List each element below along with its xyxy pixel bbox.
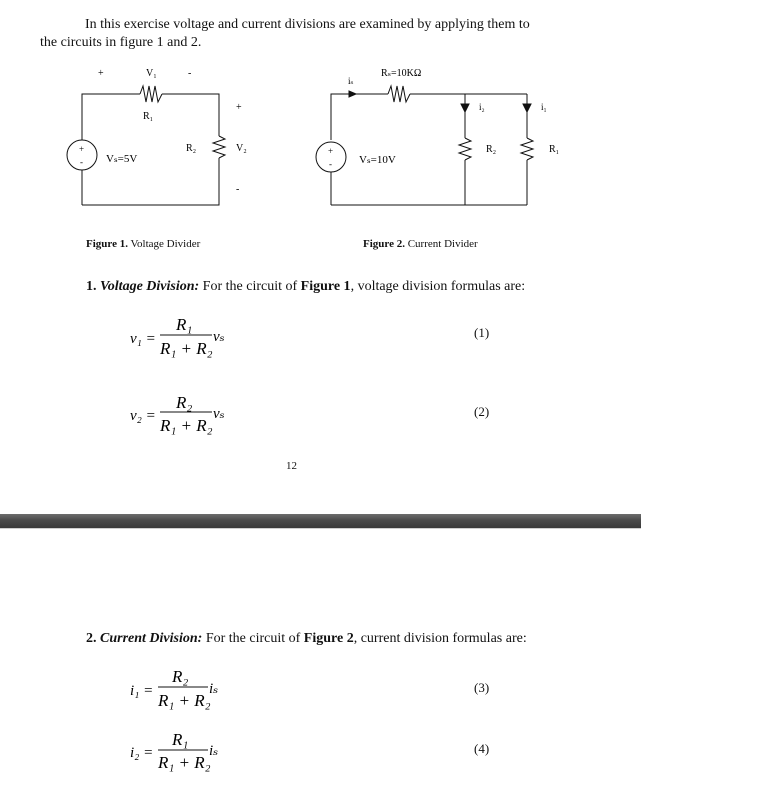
figure-1-caption-text: Voltage Divider <box>130 238 201 250</box>
eq4-lhs: i₂ = <box>130 745 154 761</box>
eq2-denominator: R₁ + R₂ <box>160 416 213 435</box>
section-2-title: Current Division: <box>100 631 203 646</box>
fig1-source-plus: + <box>79 144 85 154</box>
section-2-text-a: For the circuit of <box>205 631 301 646</box>
fig1-source-minus: - <box>80 157 83 167</box>
fig1-r2-label: R₂ <box>186 143 197 154</box>
eq3-denominator: R₁ + R₂ <box>158 691 211 710</box>
fig2-source-label: Vₛ=10V <box>359 154 396 166</box>
eq2-number: (2) <box>474 404 490 419</box>
fig1-r1-label: R₁ <box>143 111 154 122</box>
section-1-text-b: , voltage division formulas are: <box>350 279 526 294</box>
fig1-source-label: Vₛ=5V <box>106 153 138 165</box>
fig1-plus-top: + <box>98 68 104 79</box>
eq4-numerator: R₁ <box>172 730 189 749</box>
intro-line-1: In this exercise voltage and current divisions are examined by applying them to <box>85 17 530 32</box>
section-1-number: 1. <box>86 279 97 294</box>
fig2-i2-label: i₂ <box>479 102 485 112</box>
page-number: 12 <box>286 460 297 472</box>
figure-1-caption <box>86 238 200 250</box>
eq3-lhs: i₁ = <box>130 683 154 699</box>
eq2-lhs: v₂ = <box>130 408 156 424</box>
fig2-is-arrow-icon <box>349 91 356 97</box>
fig2-i2-arrow-icon <box>461 104 469 112</box>
section-2-number: 2. <box>86 631 97 646</box>
fig2-r2-label: R₂ <box>486 144 497 155</box>
eq3-tail: iₛ <box>209 681 219 697</box>
section-2-figure-ref: Figure 2 <box>303 631 354 646</box>
section-1-heading <box>86 279 525 295</box>
section-2-heading <box>86 631 527 647</box>
figure-2-caption-label: Figure 2. <box>363 238 405 250</box>
eq1-denominator: R₁ + R₂ <box>160 339 213 358</box>
fig2-source-plus: + <box>328 146 334 156</box>
eq1-numerator: R₁ <box>176 315 193 334</box>
figure-2-caption <box>363 238 478 250</box>
fig2-is-label: iₛ <box>348 76 354 86</box>
fig1-minus-right: - <box>236 184 240 195</box>
fig2-r1-label: R₁ <box>549 144 560 155</box>
fig2-i1-label: i₁ <box>541 102 547 112</box>
fig2-source-minus: - <box>329 159 332 169</box>
fig2-rs-label: Rₛ=10KΩ <box>381 68 422 79</box>
eq3-numerator: R₂ <box>172 667 189 686</box>
section-1-figure-ref: Figure 1 <box>300 279 351 294</box>
eq4-tail: iₛ <box>209 743 219 759</box>
section-1-title: Voltage Division: <box>100 279 200 294</box>
section-2-text-b: , current division formulas are: <box>353 631 527 646</box>
eq1-number: (1) <box>474 325 490 340</box>
equations-voltage-division <box>0 300 768 450</box>
eq2-numerator: R₂ <box>176 393 193 412</box>
page-separator-shadow <box>0 528 641 529</box>
eq2-tail: vₛ <box>213 406 225 422</box>
eq3-number: (3) <box>474 680 490 695</box>
figure-1-caption-label: Figure 1. <box>86 238 128 250</box>
eq4-denominator: R₁ + R₂ <box>158 753 211 772</box>
section-1-text-a: For the circuit of <box>202 279 298 294</box>
fig2-resistor-r2 <box>459 138 471 160</box>
fig2-resistor-rs <box>388 86 410 102</box>
fig1-v1-label: V₁ <box>146 68 157 79</box>
equations-current-division <box>0 655 768 785</box>
eq1-tail: vₛ <box>213 329 225 345</box>
fig1-plus-right: + <box>236 102 242 113</box>
eq4-number: (4) <box>474 741 490 756</box>
eq1-lhs: v₁ = <box>130 331 156 347</box>
fig2-resistor-r1 <box>521 138 533 160</box>
fig2-wire-top-left <box>331 94 388 140</box>
fig1-v2-label: V₂ <box>236 143 247 154</box>
figure-2-caption-text: Current Divider <box>407 238 478 250</box>
intro-line-2: the circuits in figure 1 and 2. <box>40 35 202 50</box>
fig1-minus-top: - <box>188 68 192 79</box>
figure-2-current-divider <box>0 0 768 260</box>
page-separator <box>0 514 641 528</box>
fig2-i1-arrow-icon <box>523 104 531 112</box>
